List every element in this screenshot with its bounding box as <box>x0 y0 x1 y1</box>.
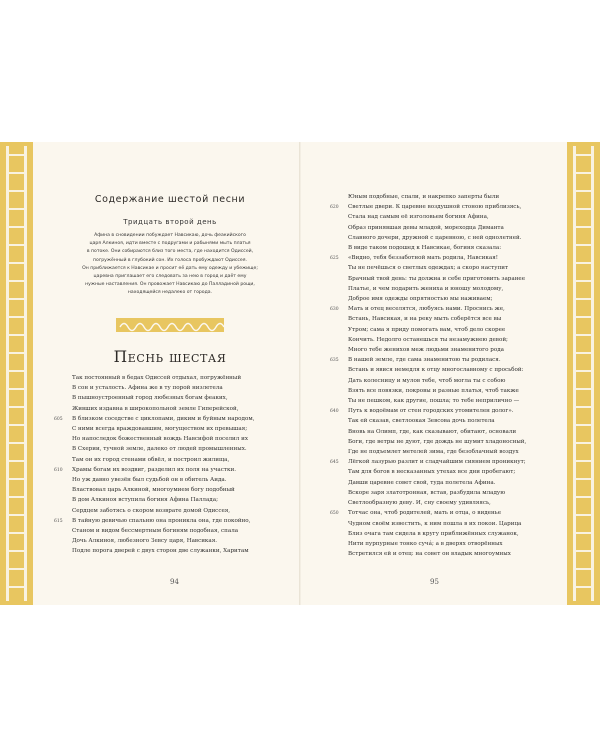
summary-line: царя Алкиноя, идти вместе с подругами и рабынями мыть платья <box>89 241 251 247</box>
verse-line <box>348 212 556 222</box>
verse-line <box>330 406 556 416</box>
verse-line <box>348 447 556 457</box>
summary-line: Афина в сновидении побуждает Навсикаю, дочь феакийского <box>94 233 246 238</box>
verse-line <box>330 355 556 365</box>
verse-text: В пышноустроенный город любезных богам феаких, <box>72 395 228 402</box>
verse-text: Стала над самым её изголовьем богиня Афина, <box>348 214 489 221</box>
right-verses <box>330 192 556 559</box>
verse-line <box>72 444 288 454</box>
verse-text: Светлообразную деву. И, сну своему удивляясь, <box>348 500 491 507</box>
verse-text: Там он их город стенами обвёл, и построил жилища, <box>72 456 230 463</box>
verse-text: Много тебе женихов меж людьми знаменитого рода <box>348 347 504 354</box>
verse-text: Лёгкой лазурью разлит и сладчайшим сиянием проникнут; <box>348 459 526 466</box>
verse-line <box>330 304 556 314</box>
verse-text: Утром; сама я приду помогать вам, чтоб дело скорее <box>348 326 506 333</box>
verse-line <box>348 345 556 355</box>
verse-line <box>348 396 556 406</box>
verse-line <box>72 424 288 434</box>
verse-text: Там для богов в несказанных утехах все дни пробегают; <box>348 469 516 476</box>
summary-line: погружённый в глубокий сон. Их голоса пробуждают Одиссея. <box>93 257 247 263</box>
verse-line <box>72 383 288 393</box>
verse-text: Встань и явися немедля к отцу многославному с просьбой: <box>348 367 524 374</box>
verse-text: Так ей сказав, светлоокая Зевсова дочь полетела <box>348 418 495 425</box>
verse-line <box>72 373 288 383</box>
verse-line <box>348 335 556 345</box>
wave-ornament <box>116 318 224 332</box>
line-number: 650 <box>330 511 339 517</box>
verse-line <box>72 455 288 465</box>
verse-line <box>348 478 556 488</box>
verse-line <box>348 325 556 335</box>
summary-title: Содержание шестой песни <box>94 194 246 205</box>
verse-text: Брачный твой день: ты должна и себе приготовить заранее <box>348 275 526 282</box>
verse-text: Вновь на Олимп, где, как сказывают, обитают, основали <box>348 428 517 435</box>
verse-text: Чудном своём известить, к ним пошла в их покои. Царица <box>348 520 522 527</box>
verse-line <box>348 376 556 386</box>
right-page <box>332 150 552 600</box>
summary-line: находящейся недалеко от города. <box>127 290 213 296</box>
verse-text: Так постоянный в бедах Одиссей отдыхал, погружённый <box>72 375 242 381</box>
verse-text: Храмы богам их воздвиг, разделил их поля на участки. <box>72 466 236 473</box>
verse-line <box>348 365 556 375</box>
page-number-left: 94 <box>170 578 179 586</box>
line-number: 635 <box>330 358 339 364</box>
verse-line <box>72 495 288 505</box>
verse-line <box>348 498 556 508</box>
line-number: 610 <box>54 467 63 473</box>
verse-text: Юным подобные, спали, и накрепко заперты были <box>348 194 500 200</box>
right-meander-border <box>567 142 600 605</box>
verse-line <box>54 414 288 424</box>
verse-line <box>330 202 556 212</box>
verse-line <box>348 416 556 426</box>
summary-line: в потоке. Они собираются близ того места, где находится Одиссей, <box>86 249 254 255</box>
verse-text: С ними всегда враждовавшим, могуществом их превышая; <box>72 426 248 433</box>
verse-text: Подле порога дверей с двух сторон две служанки, Харитам <box>72 548 249 555</box>
summary-line: царевна приглашает его следовать за нею в город и даёт ему <box>93 274 247 280</box>
verse-line <box>348 427 556 437</box>
verse-line <box>348 519 556 529</box>
verse-text: Встретился ей и отец: на совет он владык многоумных <box>348 551 511 558</box>
verse-line <box>72 393 288 403</box>
verse-line <box>348 233 556 243</box>
verse-line <box>72 475 288 485</box>
line-number: 630 <box>330 307 339 313</box>
verse-line <box>348 274 556 284</box>
summary-line: нужные наставления. Он провожает Навсикаю до Палладиной рощи, <box>85 282 255 288</box>
verse-text: Но уж давно увезён был судьбой он в обитель Аида. <box>72 477 227 484</box>
verse-text: Близ очага там сидела в кругу приближённых служанок, <box>348 530 519 537</box>
verse-line <box>348 243 556 253</box>
verse-line <box>72 404 288 414</box>
line-number: 625 <box>330 256 339 262</box>
verse-line <box>54 465 288 475</box>
line-number: 645 <box>330 460 339 466</box>
verse-text: Нити пурпурные тонко сучá; а в дверях отворённых <box>348 540 503 547</box>
line-number: 605 <box>54 416 63 422</box>
verse-line <box>330 253 556 263</box>
verse-line <box>348 386 556 396</box>
verse-text: Вскоре заря златотронная, встав, разбудила младую <box>348 489 506 496</box>
verse-text: Но напоследок божественный вождь Навсифой поселил их <box>72 436 249 443</box>
summary-line: Он приближается к Навсикае и просит её дать ему одежду и убежище; <box>82 265 258 271</box>
verse-line <box>348 467 556 477</box>
verse-text: «Видно, тебя беззаботной мать родила, Навсикая! <box>348 255 498 262</box>
verse-text: Светлые двери. К царевне воздушной стоною приблизясь, <box>348 204 522 211</box>
verse-text: Боги, где ветры не дуют, где дождь не шумит хладоносный, <box>348 438 527 445</box>
verse-text: Дочь Алкиноя, любезного Зевсу царя, Навсикая. <box>72 538 218 545</box>
verse-line <box>72 536 288 546</box>
verse-text: Кончить. Недолго останешься ты незамужнею девой; <box>348 336 508 343</box>
verse-line <box>348 284 556 294</box>
verse-line <box>330 508 556 518</box>
book-gutter <box>299 142 301 605</box>
verse-line <box>348 437 556 447</box>
verse-line <box>348 192 556 202</box>
verse-text: Где не подъемлет метелей зима, где безоблачный воздух <box>348 449 519 456</box>
verse-text: В Схерии, тучной земле, далеко от людей промышленных. <box>72 446 247 453</box>
chapter-title: Песнь шестая <box>113 348 227 366</box>
verse-text: Дать колесницу и мулов тебе, чтоб могла ты с собою <box>348 377 506 384</box>
verse-text: Путь к водоёмам от стен городских утомителен долог». <box>348 408 514 415</box>
left-verses <box>54 373 288 557</box>
verse-line <box>330 457 556 467</box>
verse-text: Станом и видом бессмертным богиням подобная, спала <box>72 528 239 535</box>
verse-text: Взять все повязки, покровы и разные платья, чтоб также <box>348 387 519 394</box>
verse-text: Ты не пешком, как другие, пошла; то тебе неприлично — <box>348 398 520 405</box>
verse-line <box>348 539 556 549</box>
verse-text: Тотчас она, чтоб родителей, мать и отца, о виденье <box>348 510 502 517</box>
verse-line <box>72 485 288 495</box>
line-number: 615 <box>54 518 63 524</box>
verse-text: Сердцем заботясь о скором возврате домой Одиссея, <box>72 507 231 514</box>
verse-text: Платье, и чем подарить жениха и юношу молодому, <box>348 285 504 292</box>
verse-line <box>72 546 288 556</box>
verse-text: Давши царевне совет свой, туда полетела Афина. <box>348 479 496 486</box>
verse-text: Живших издавна в широкопольной земле Гиперейской, <box>72 405 239 412</box>
verse-line <box>348 223 556 233</box>
verse-text: Ты не печёшься о светлых одеждах; а скоро наступит <box>348 265 509 272</box>
verse-text: В тайную девичью спальню она проникла она, где покойно, <box>72 517 251 524</box>
verse-line <box>54 516 288 526</box>
verse-line <box>348 529 556 539</box>
summary-subtitle: Тридцать второй день <box>123 218 217 226</box>
verse-text: Встань, Навсикая, и на реку мыть соберётся все вы <box>348 316 502 323</box>
verse-line <box>72 526 288 536</box>
verse-text: Славного дочери, дружной с царевною, с ней однолетней. <box>348 234 522 241</box>
verse-text: В сон и усталость. Афина же в ту порой низлетела <box>72 385 223 392</box>
verse-line <box>348 488 556 498</box>
verse-text: В виде таком подошед к Навсикае, богиня сказала: <box>348 245 502 252</box>
verse-text: В нашей земле, где сама знаменитою ты родилася. <box>348 357 501 364</box>
left-page <box>52 150 288 600</box>
verse-line <box>348 549 556 559</box>
verse-text: Властвовал царь Алкиной, многоумием богу подобный <box>72 487 235 494</box>
line-number: 640 <box>330 409 339 415</box>
verse-text: В дом Алкиноя вступила богиня Афина Паллада; <box>72 497 218 504</box>
page-number-right: 95 <box>430 578 439 586</box>
line-number: 620 <box>330 205 339 211</box>
verse-line <box>348 314 556 324</box>
verse-line <box>72 506 288 516</box>
verse-text: Мать и отец веселятся, любуясь нами. Проснись же, <box>348 306 505 313</box>
verse-line <box>348 263 556 273</box>
verse-line <box>72 434 288 444</box>
verse-text: В близком соседстве с циклопами, диким и буйным народом, <box>72 415 255 422</box>
summary-text <box>62 232 278 298</box>
verse-text: Доброе имя одежды опрятностью мы наживаем; <box>348 296 493 303</box>
left-meander-border <box>0 142 33 605</box>
verse-line <box>348 294 556 304</box>
verse-text: Образ принявшая девы младой, мореходца Диманта <box>348 224 504 231</box>
